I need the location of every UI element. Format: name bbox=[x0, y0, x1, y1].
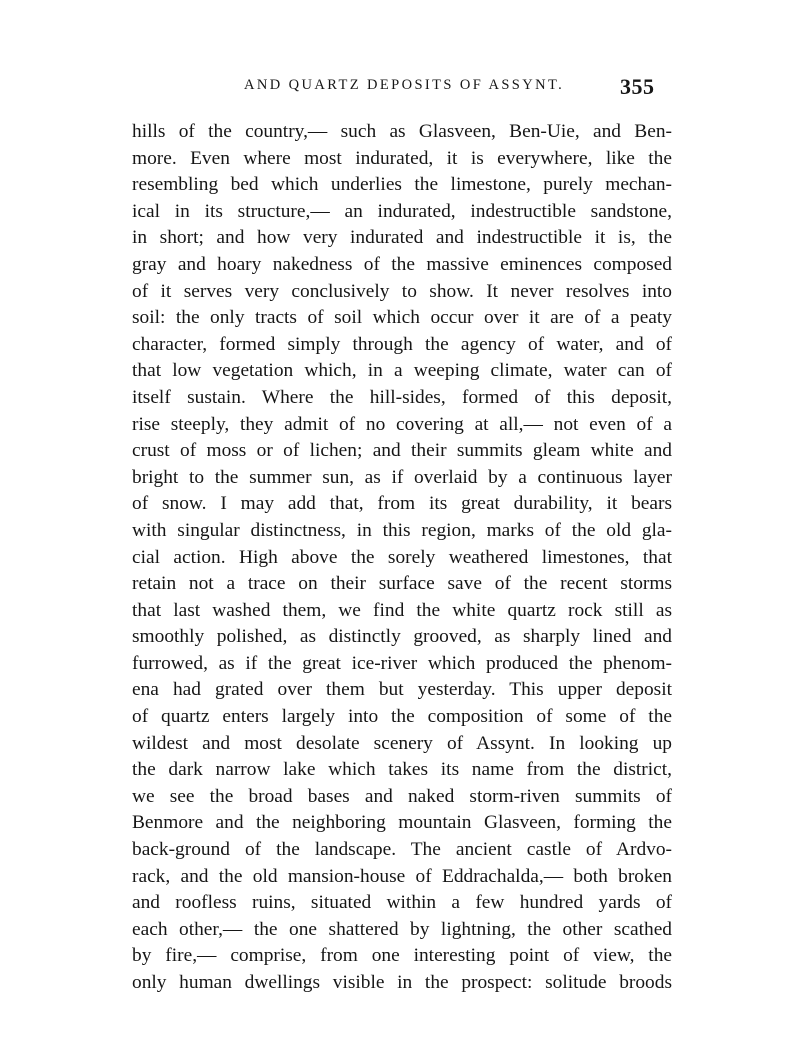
text-line: resembling bed which underlies the limestone, purely mechan- bbox=[132, 174, 672, 196]
text-line: of snow. I may add that, from its great durability, it bears bbox=[132, 493, 672, 515]
text-line: we see the broad bases and naked storm-riven summits of bbox=[132, 785, 672, 807]
text-line: more. Even where most indurated, it is everywhere, like the bbox=[132, 147, 672, 169]
body-text bbox=[132, 119, 672, 997]
text-line: bright to the summer sun, as if overlaid by a continuous layer bbox=[132, 466, 672, 488]
text-line: crust of moss or of lichen; and their summits gleam white and bbox=[132, 440, 672, 462]
text-line: ical in its structure,— an indurated, indestructible sandstone, bbox=[132, 200, 672, 222]
text-line: that low vegetation which, in a weeping climate, water can of bbox=[132, 360, 672, 382]
text-line: hills of the country,— such as Glasveen, Ben-Uie, and Ben- bbox=[132, 121, 672, 142]
text-line: furrowed, as if the great ice-river which produced the phenom- bbox=[132, 652, 672, 674]
running-title: AND QUARTZ DEPOSITS OF ASSYNT. bbox=[244, 77, 565, 93]
text-line: by fire,— comprise, from one interesting point of view, the bbox=[132, 945, 672, 967]
text-line: gray and hoary nakedness of the massive eminences composed bbox=[132, 253, 672, 275]
text-line: Benmore and the neighboring mountain Glasveen, forming the bbox=[132, 812, 672, 834]
text-line: back-ground of the landscape. The ancient castle of Ardvo- bbox=[132, 839, 672, 861]
text-line: retain not a trace on their surface save of the recent storms bbox=[132, 573, 672, 595]
text-line: with singular distinctness, in this region, marks of the old gla- bbox=[132, 519, 672, 541]
text-line: cial action. High above the sorely weathered limestones, that bbox=[132, 546, 672, 568]
text-line: in short; and how very indurated and indestructible it is, the bbox=[132, 227, 672, 249]
page-number: 355 bbox=[620, 74, 655, 99]
text-line: only human dwellings visible in the prospect: solitude broods bbox=[132, 972, 672, 993]
text-line: the dark narrow lake which takes its name from the district, bbox=[132, 759, 672, 781]
text-line: rise steeply, they admit of no covering at all,— not even of a bbox=[132, 413, 672, 435]
text-line: itself sustain. Where the hill-sides, formed of this deposit, bbox=[132, 386, 672, 408]
text-line: ena had grated over them but yesterday. This upper deposit bbox=[132, 679, 672, 701]
text-line: soil: the only tracts of soil which occur over it are of a peaty bbox=[132, 307, 672, 329]
text-line: that last washed them, we find the white quartz rock still as bbox=[132, 599, 672, 621]
text-line: and roofless ruins, situated within a few hundred yards of bbox=[132, 892, 672, 914]
text-line: each other,— the one shattered by lightning, the other scathed bbox=[132, 918, 672, 940]
text-line: of quartz enters largely into the composition of some of the bbox=[132, 706, 672, 728]
text-line: wildest and most desolate scenery of Assynt. In looking up bbox=[132, 732, 672, 754]
text-line: of it serves very conclusively to show. It never resolves into bbox=[132, 280, 672, 302]
text-line: smoothly polished, as distinctly grooved, as sharply lined and bbox=[132, 626, 672, 648]
text-line: rack, and the old mansion-house of Eddrachalda,— both broken bbox=[132, 865, 672, 887]
text-line: character, formed simply through the agency of water, and of bbox=[132, 333, 672, 355]
